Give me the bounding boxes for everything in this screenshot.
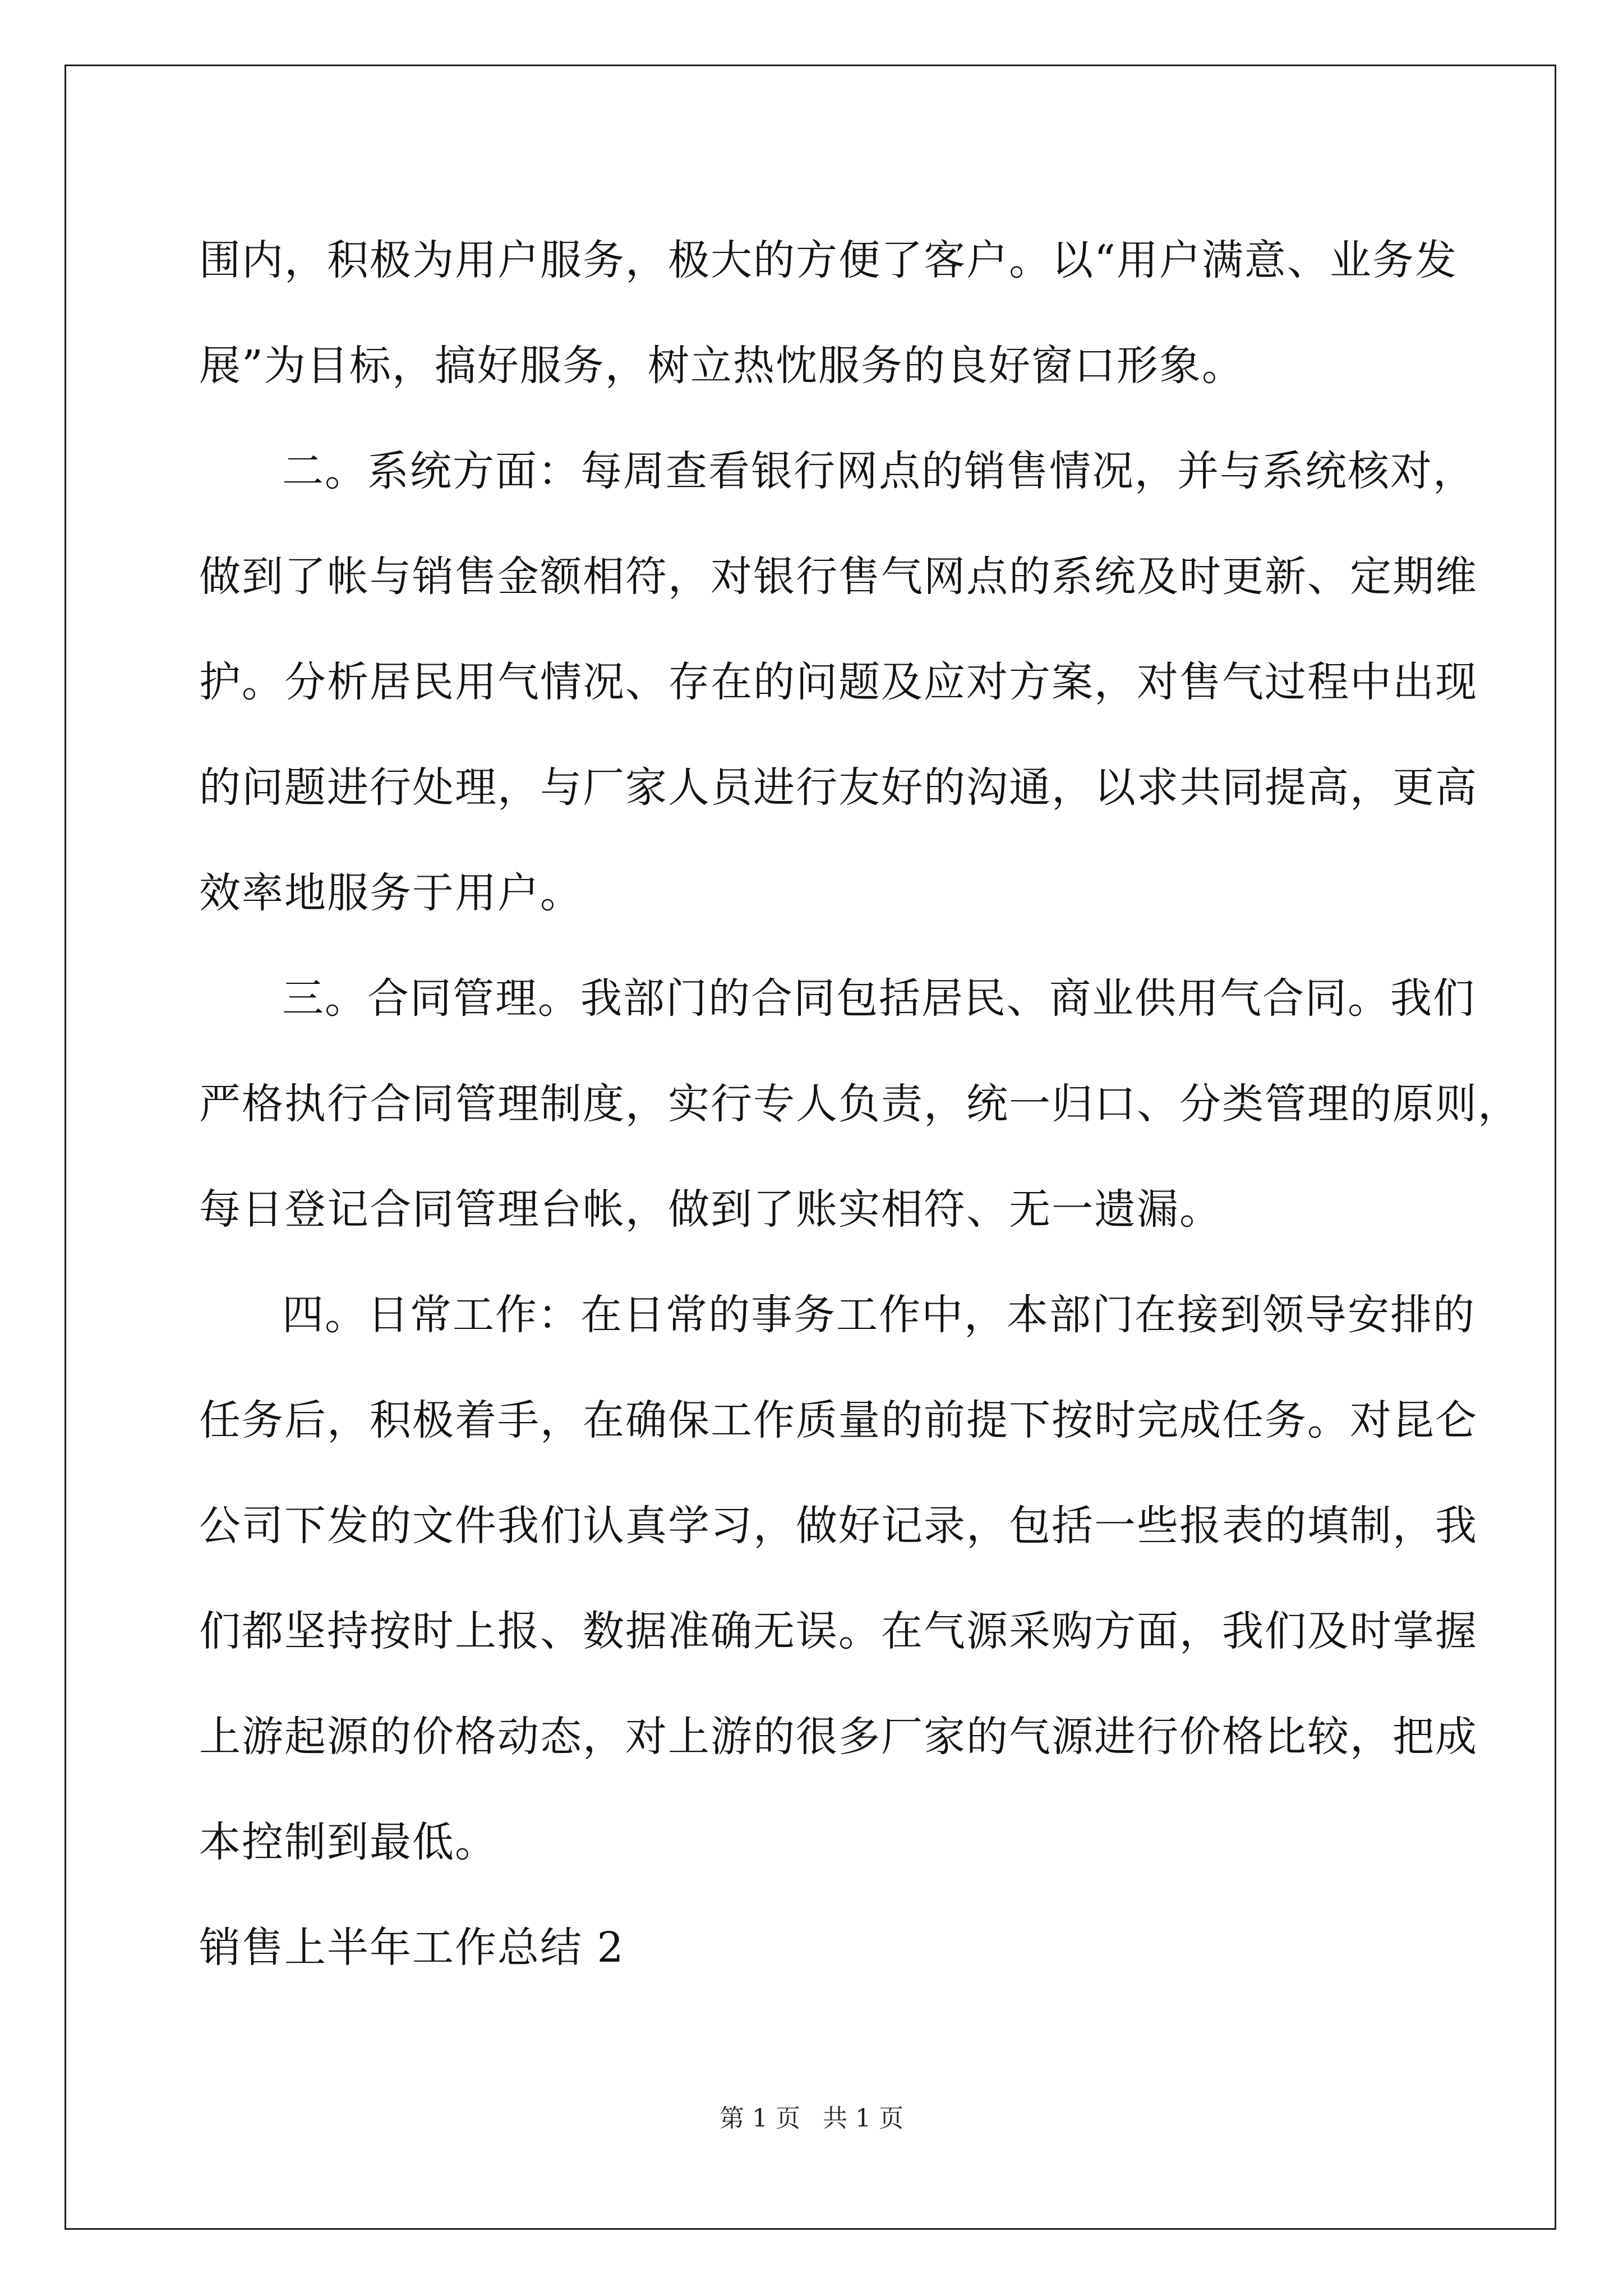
page-total: 共 1 页 (823, 2104, 903, 2133)
text-line: 护。分析居民用气情况、存在的问题及应对方案，对售气过程中出现 (199, 658, 1478, 706)
text-line: 做到了帐与销售金额相符，对银行售气网点的系统及时更新、定期维 (199, 553, 1478, 601)
text-line: 上游起源的价格动态，对上游的很多厂家的气源进行价格比较，把成 (199, 1713, 1478, 1761)
document-body (199, 208, 1520, 2000)
text-line: 效率地服务于用户。 (199, 869, 583, 917)
text-line: 围内，积极为用户服务，极大的方便了客户。以“用户满意、业务发 (199, 236, 1458, 284)
section-heading: 销售上半年工作总结 2 (199, 1924, 625, 1972)
text-line: 每日登记合同管理台帐，做到了账实相符、无一遗漏。 (199, 1185, 1222, 1234)
text-line: 任务后，积极着手，在确保工作质量的前提下按时完成任务。对昆仑 (199, 1396, 1478, 1444)
page-number: 第 1 页 (720, 2104, 800, 2133)
text-line: 的问题进行处理，与厂家人员进行友好的沟通，以求共同提高，更高 (199, 763, 1478, 812)
text-line: 公司下发的文件我们认真学习，做好记录，包括一些报表的填制，我 (199, 1502, 1478, 1550)
text-line: 三。合同管理。我部门的合同包括居民、商业供用气合同。我们 (282, 974, 1476, 1023)
text-line: 严格执行合同管理制度，实行专人负责，统一归口、分类管理的原则， (199, 1080, 1520, 1128)
text-line: 二。系统方面：每周查看银行网点的销售情况，并与系统核对， (282, 447, 1476, 495)
page-footer (0, 2098, 1623, 2134)
text-line: 四。日常工作：在日常的事务工作中，本部门在接到领导安排的 (282, 1291, 1476, 1339)
text-line: 展”为目标，搞好服务，树立热忱服务的良好窗口形象。 (199, 342, 1244, 390)
text-line: 本控制到最低。 (199, 1818, 497, 1866)
text-line: 们都坚持按时上报、数据准确无误。在气源采购方面，我们及时掌握 (199, 1607, 1478, 1655)
